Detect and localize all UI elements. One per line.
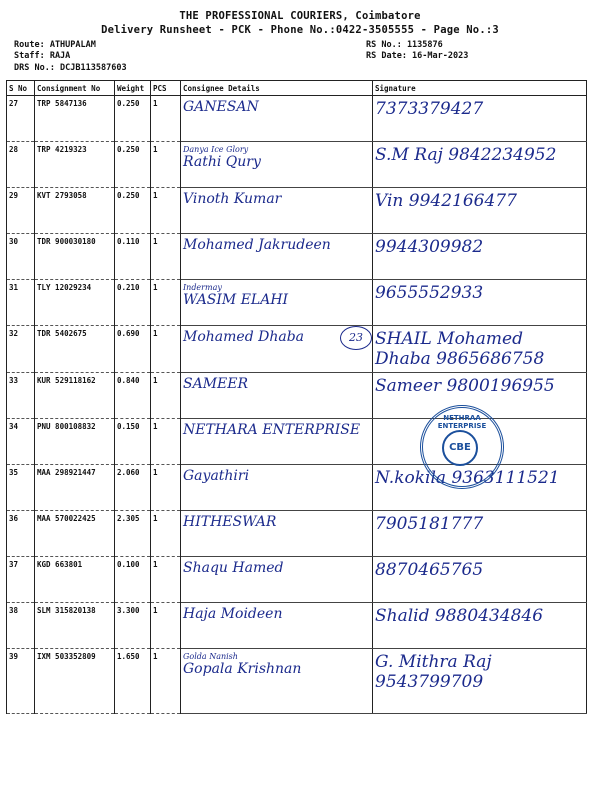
table-row: [7, 96, 587, 142]
consignee-name: Mohamed Dhaba: [183, 329, 304, 345]
row-consignment-no: PNU 800108832: [35, 419, 115, 465]
row-consignment-no: TRP 5847136: [35, 96, 115, 142]
table-row: [7, 188, 587, 234]
circled-number: 23: [340, 326, 372, 350]
column-header-consignment: Consignment No: [35, 81, 115, 96]
row-weight: 0.150: [115, 419, 151, 465]
row-sno: 33: [7, 373, 35, 419]
row-consignment-no: MAA 570022425: [35, 511, 115, 557]
consignee-name: Gopala Krishnan: [183, 661, 302, 677]
consignee-name: SAMEER: [183, 376, 249, 392]
row-sno: 29: [7, 188, 35, 234]
row-consignment-no: TLY 12029234: [35, 280, 115, 326]
row-sno: 30: [7, 234, 35, 280]
stamp-center-text: CBE: [442, 430, 478, 466]
row-sno: 39: [7, 649, 35, 714]
staff-label: Staff: RAJA: [14, 51, 71, 61]
route-label: Route: ATHUPALAM: [14, 40, 96, 50]
row-sno: 32: [7, 326, 35, 373]
column-header-sno: S No: [7, 81, 35, 96]
row-consignee: [181, 603, 373, 649]
consignee-name: Mohamed Jakrudeen: [183, 237, 331, 253]
column-header-consignee: Consignee Details: [181, 81, 373, 96]
row-consignee: [181, 234, 373, 280]
signature-text: S.M Raj 9842234952: [375, 145, 557, 165]
row-consignment-no: KGD 663801: [35, 557, 115, 603]
row-sno: 31: [7, 280, 35, 326]
table-row: [7, 373, 587, 419]
row-sno: 35: [7, 465, 35, 511]
row-consignee: [181, 649, 373, 714]
row-sno: 37: [7, 557, 35, 603]
row-pcs: 1: [151, 373, 181, 419]
row-consignee: [181, 280, 373, 326]
row-consignee: [181, 96, 373, 142]
signature-text: Sameer 9800196955: [375, 376, 555, 396]
row-weight: 0.210: [115, 280, 151, 326]
row-signature: [373, 142, 587, 188]
row-consignee: [181, 511, 373, 557]
table-row: [7, 465, 587, 511]
consignee-name: GANESAN: [183, 99, 259, 115]
row-signature: [373, 557, 587, 603]
table-row: [7, 649, 587, 714]
row-weight: 1.650: [115, 649, 151, 714]
runsheet-table: [6, 80, 587, 714]
table-row: [7, 234, 587, 280]
row-pcs: 1: [151, 419, 181, 465]
table-row: [7, 142, 587, 188]
column-header-pcs: PCS: [151, 81, 181, 96]
runsheet-company-title: THE PROFESSIONAL COURIERS, Coimbatore: [179, 10, 421, 22]
table-row: [7, 557, 587, 603]
signature-text: N.kokila 9363111521: [375, 468, 560, 488]
row-weight: 3.300: [115, 603, 151, 649]
row-sno: 38: [7, 603, 35, 649]
consignee-name: WASIM ELAHI: [183, 292, 289, 308]
signature-text: Vin 9942166477: [375, 191, 517, 211]
row-consignee: [181, 142, 373, 188]
consignee-name: HITHESWAR: [183, 514, 277, 530]
consignee-name: Gayathiri: [183, 468, 250, 484]
drs-number: DRS No.: DCJB113587603: [14, 63, 127, 73]
consignee-note: Danya Ice Glory: [183, 145, 249, 154]
row-pcs: 1: [151, 96, 181, 142]
table-row: [7, 511, 587, 557]
row-weight: 0.840: [115, 373, 151, 419]
row-pcs: 1: [151, 511, 181, 557]
consignee-name: NETHARA ENTERPRISE: [183, 422, 361, 438]
row-sno: 28: [7, 142, 35, 188]
row-consignment-no: KUR 529118162: [35, 373, 115, 419]
signature-text: 9655552933: [375, 283, 484, 303]
signature-text: 8870465765: [375, 560, 484, 580]
row-signature: [373, 511, 587, 557]
row-weight: 2.060: [115, 465, 151, 511]
row-sno: 34: [7, 419, 35, 465]
consignee-name: Rathi Qury: [183, 154, 261, 170]
row-pcs: 1: [151, 326, 181, 373]
stamp-ring-text: NETHRAA ENTERPRISE: [437, 414, 487, 430]
row-weight: 2.305: [115, 511, 151, 557]
consignee-note: Golda Nanish: [183, 652, 238, 661]
table-row: [7, 326, 587, 373]
row-sno: 36: [7, 511, 35, 557]
row-signature: [373, 96, 587, 142]
row-consignment-no: IXM 503352809: [35, 649, 115, 714]
row-pcs: 1: [151, 649, 181, 714]
row-signature: [373, 603, 587, 649]
row-signature: [373, 326, 587, 373]
row-weight: 0.110: [115, 234, 151, 280]
row-weight: 0.100: [115, 557, 151, 603]
company-stamp: [420, 405, 504, 489]
row-sno: 27: [7, 96, 35, 142]
row-pcs: 1: [151, 280, 181, 326]
row-consignment-no: MAA 298921447: [35, 465, 115, 511]
consignee-name: Vinoth Kumar: [183, 191, 282, 207]
row-pcs: 1: [151, 188, 181, 234]
row-consignee: [181, 373, 373, 419]
row-consignment-no: SLM 315820138: [35, 603, 115, 649]
row-pcs: 1: [151, 465, 181, 511]
row-consignee: [181, 557, 373, 603]
row-pcs: 1: [151, 234, 181, 280]
row-weight: 0.690: [115, 326, 151, 373]
column-header-weight: Weight: [115, 81, 151, 96]
row-signature: [373, 649, 587, 714]
signature-text: 7905181777: [375, 514, 484, 534]
table-row: [7, 603, 587, 649]
signature-text: 9944309982: [375, 237, 484, 257]
consignee-name: Haja Moideen: [183, 606, 283, 622]
row-consignee: [181, 188, 373, 234]
runsheet-subtitle: Delivery Runsheet - PCK - Phone No.:0422-3505555 - Page No.:3: [101, 24, 499, 36]
row-weight: 0.250: [115, 188, 151, 234]
row-consignment-no: TDR 900030180: [35, 234, 115, 280]
table-row: [7, 280, 587, 326]
row-weight: 0.250: [115, 96, 151, 142]
signature-text: 7373379427: [375, 99, 484, 119]
row-consignee: [181, 465, 373, 511]
column-header-signature: Signature: [373, 81, 587, 96]
row-signature: [373, 280, 587, 326]
row-consignee: [181, 419, 373, 465]
signature-text: Shalid 9880434846: [375, 606, 544, 626]
row-pcs: 1: [151, 557, 181, 603]
rs-date: RS Date: 16-Mar-2023: [366, 51, 469, 61]
row-consignment-no: TRP 4219323: [35, 142, 115, 188]
row-signature: [373, 188, 587, 234]
row-pcs: 1: [151, 142, 181, 188]
row-consignment-no: TDR 5402675: [35, 326, 115, 373]
row-weight: 0.250: [115, 142, 151, 188]
row-pcs: 1: [151, 603, 181, 649]
signature-text: SHAIL Mohamed Dhaba 9865686758: [375, 329, 545, 369]
rs-number: RS No.: 1135876: [366, 40, 443, 50]
row-consignment-no: KVT 2793058: [35, 188, 115, 234]
consignee-name: Shaqu Hamed: [183, 560, 284, 576]
consignee-note: Indermay: [183, 283, 222, 292]
signature-text: G. Mithra Raj 9543799709: [375, 652, 492, 692]
row-signature: [373, 234, 587, 280]
